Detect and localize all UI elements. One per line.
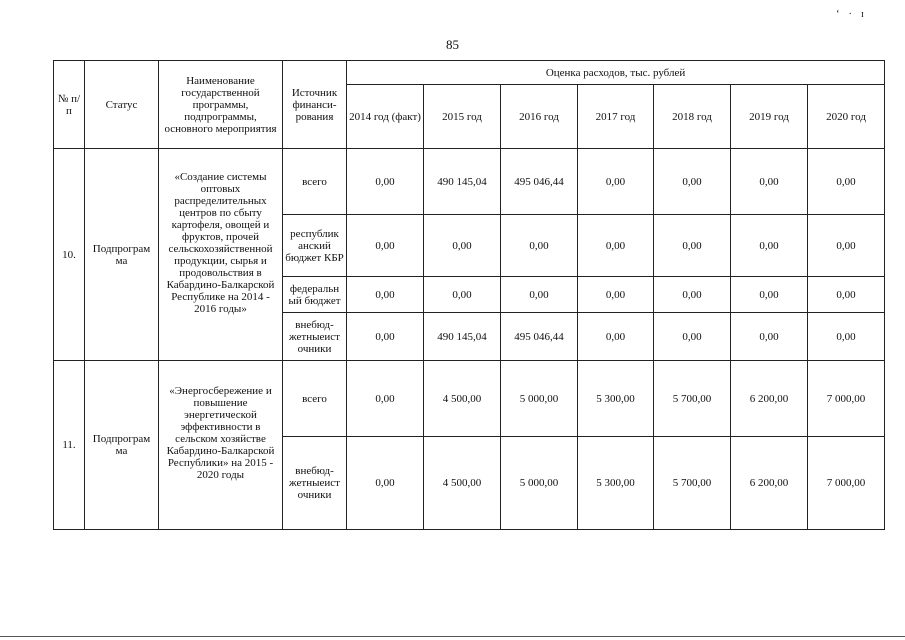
header-year: 2014 год (факт) xyxy=(347,85,424,149)
row-source: республик анский бюджет КБР xyxy=(283,215,347,277)
value-cell: 495 046,44 xyxy=(501,313,578,361)
header-source: Источник финанси-рования xyxy=(283,61,347,149)
value-cell: 7 000,00 xyxy=(808,437,885,530)
value-cell: 0,00 xyxy=(808,215,885,277)
value-cell: 0,00 xyxy=(347,437,424,530)
value-cell: 5 300,00 xyxy=(578,437,654,530)
row-status: Подпрограм ма xyxy=(85,361,159,530)
row-number: 11. xyxy=(54,361,85,530)
value-cell: 0,00 xyxy=(731,215,808,277)
value-cell: 0,00 xyxy=(578,149,654,215)
table-row xyxy=(54,361,885,437)
value-cell: 5 300,00 xyxy=(578,361,654,437)
value-cell: 0,00 xyxy=(347,361,424,437)
value-cell: 4 500,00 xyxy=(424,437,501,530)
value-cell: 0,00 xyxy=(731,149,808,215)
value-cell: 0,00 xyxy=(731,313,808,361)
header-year: 2018 год xyxy=(654,85,731,149)
row-source: внебюд-жетныеист очники xyxy=(283,437,347,530)
row-program-name: «Энергосбережение и повышение энергетической эффективности в сельском хозяйстве Кабардино-Балкарской Республики» на 2015 - 2020 годы xyxy=(159,361,283,530)
row-source: всего xyxy=(283,149,347,215)
value-cell: 0,00 xyxy=(347,149,424,215)
value-cell: 7 000,00 xyxy=(808,361,885,437)
value-cell: 0,00 xyxy=(731,277,808,313)
value-cell: 0,00 xyxy=(654,215,731,277)
value-cell: 0,00 xyxy=(654,313,731,361)
row-source: федеральн ый бюджет xyxy=(283,277,347,313)
header-name: Наименование государственной программы, подпрограммы, основного мероприятия xyxy=(159,61,283,149)
value-cell: 6 200,00 xyxy=(731,437,808,530)
value-cell: 4 500,00 xyxy=(424,361,501,437)
header-year: 2015 год xyxy=(424,85,501,149)
header-estimate: Оценка расходов, тыс. рублей xyxy=(347,61,885,85)
value-cell: 0,00 xyxy=(501,277,578,313)
header-num: № п/п xyxy=(54,61,85,149)
value-cell: 0,00 xyxy=(347,277,424,313)
value-cell: 0,00 xyxy=(808,313,885,361)
row-source: внебюд-жетныеист очники xyxy=(283,313,347,361)
row-number: 10. xyxy=(54,149,85,361)
header-year: 2016 год xyxy=(501,85,578,149)
value-cell: 495 046,44 xyxy=(501,149,578,215)
value-cell: 0,00 xyxy=(578,313,654,361)
value-cell: 490 145,04 xyxy=(424,149,501,215)
value-cell: 0,00 xyxy=(347,313,424,361)
row-program-name: «Создание системы оптовых распределительных центров по сбыту картофеля, овощей и фруктов, прочей сельскохозяйственной продукции, сырья и продовольствия в Кабардино-Балкарской Республике на 2014 - 2016 годы» xyxy=(159,149,283,361)
value-cell: 0,00 xyxy=(808,277,885,313)
value-cell: 0,00 xyxy=(578,277,654,313)
value-cell: 0,00 xyxy=(654,149,731,215)
value-cell: 5 700,00 xyxy=(654,361,731,437)
corner-marks: ʻ · ɪ xyxy=(836,8,867,20)
header-year: 2017 год xyxy=(578,85,654,149)
value-cell: 490 145,04 xyxy=(424,313,501,361)
budget-table xyxy=(53,60,885,530)
table-row xyxy=(54,149,885,215)
page-number: 85 xyxy=(446,37,459,52)
value-cell: 0,00 xyxy=(808,149,885,215)
value-cell: 5 000,00 xyxy=(501,361,578,437)
value-cell: 0,00 xyxy=(424,277,501,313)
value-cell: 0,00 xyxy=(578,215,654,277)
value-cell: 0,00 xyxy=(501,215,578,277)
value-cell: 0,00 xyxy=(347,215,424,277)
value-cell: 6 200,00 xyxy=(731,361,808,437)
value-cell: 0,00 xyxy=(424,215,501,277)
header-status: Статус xyxy=(85,61,159,149)
header-year: 2019 год xyxy=(731,85,808,149)
value-cell: 5 000,00 xyxy=(501,437,578,530)
header-year: 2020 год xyxy=(808,85,885,149)
row-source: всего xyxy=(283,361,347,437)
row-status: Подпрограм ма xyxy=(85,149,159,361)
value-cell: 5 700,00 xyxy=(654,437,731,530)
value-cell: 0,00 xyxy=(654,277,731,313)
scan-edge-line xyxy=(0,636,905,637)
